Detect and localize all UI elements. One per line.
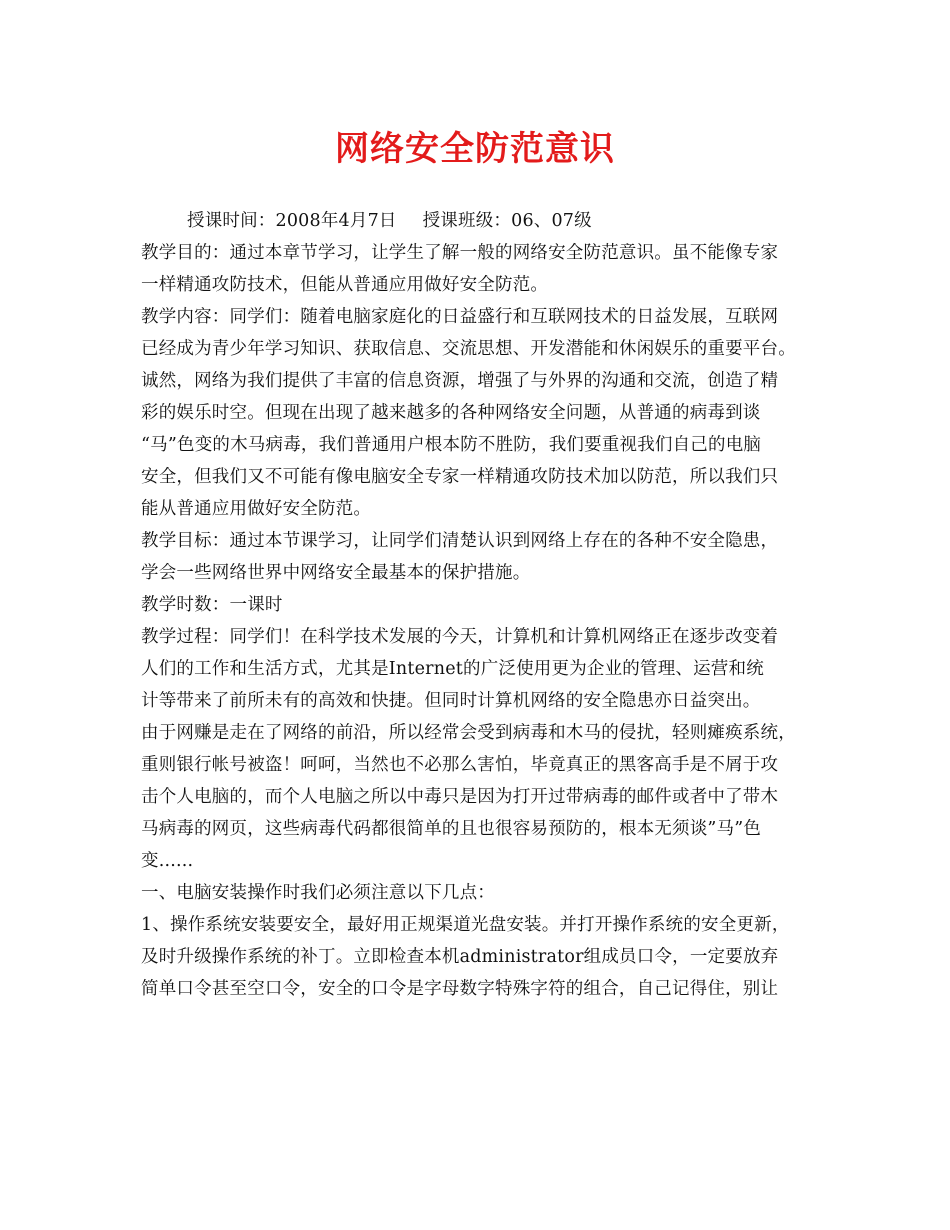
paragraph-line: 计等带来了前所未有的高效和快捷。但同时计算机网络的安全隐患亦日益突出。 bbox=[141, 691, 761, 711]
section-heading: 一、电脑安装操作时我们必须注意以下几点： bbox=[141, 883, 495, 903]
paragraph-line: 教学目标：通过本节课学习，让同学们清楚认识到网络上存在的各种不安全隐患， bbox=[141, 531, 779, 551]
paragraph-line: 简单口令甚至空口令，安全的口令是字母数字特殊字符的组合，自己记得住，别让 bbox=[141, 979, 779, 999]
paragraph-line: 已经成为青少年学习知识、获取信息、交流思想、开发潜能和休闲娱乐的重要平台。 bbox=[141, 339, 796, 359]
document-body bbox=[141, 205, 821, 1005]
paragraph-line: 及时升级操作系统的补丁。立即检查本机administrator组成员口令，一定要放弃 bbox=[141, 947, 779, 967]
paragraph-line: 一样精通攻防技术，但能从普通应用做好安全防范。 bbox=[141, 275, 549, 295]
paragraph-line: 教学目的：通过本章节学习，让学生了解一般的网络安全防范意识。虽不能像专家 bbox=[141, 243, 779, 263]
paragraph-line: 变...... bbox=[141, 851, 194, 871]
paragraph-line: 1、操作系统安装要安全，最好用正规渠道光盘安装。并打开操作系统的安全更新， bbox=[141, 915, 790, 935]
paragraph-line: 重则银行帐号被盗！呵呵，当然也不必那么害怕，毕竟真正的黑客高手是不屑于攻 bbox=[141, 755, 779, 775]
page-title: 网络安全防范意识 bbox=[335, 129, 615, 169]
lesson-time: 授课时间：2008年4月7日 bbox=[187, 211, 397, 231]
paragraph-line: 能从普通应用做好安全防范。 bbox=[141, 499, 372, 519]
paragraph-line: 由于网赚是走在了网络的前沿，所以经常会受到病毒和木马的侵扰，轻则瘫痪系统， bbox=[141, 723, 796, 743]
paragraph-line: 教学过程：同学们！在科学技术发展的今天，计算机和计算机网络正在逐步改变着 bbox=[141, 627, 779, 647]
paragraph-line: 安全，但我们又不可能有像电脑安全专家一样精通攻防技术加以防范，所以我们只 bbox=[141, 467, 779, 487]
lesson-class: 授课班级：06、07级 bbox=[422, 211, 592, 231]
paragraph-line: 学会一些网络世界中网络安全最基本的保护措施。 bbox=[141, 563, 531, 583]
paragraph-line: 诚然，网络为我们提供了丰富的信息资源，增强了与外界的沟通和交流，创造了精 bbox=[141, 371, 779, 391]
paragraph-line: 教学时数：一课时 bbox=[141, 595, 283, 615]
lesson-meta bbox=[141, 205, 821, 237]
paragraph-line: “马”色变的木马病毒，我们普通用户根本防不胜防，我们要重视我们自己的电脑 bbox=[141, 435, 762, 455]
paragraph-line: 人们的工作和生活方式，尤其是Internet的广泛使用更为企业的管理、运营和统 bbox=[141, 659, 764, 679]
paragraph-line: 教学内容：同学们：随着电脑家庭化的日益盛行和互联网技术的日益发展，互联网 bbox=[141, 307, 779, 327]
paragraph-line: 马病毒的网页，这些病毒代码都很简单的且也很容易预防的，根本无须谈”马”色 bbox=[141, 819, 762, 839]
paragraph-line: 击个人电脑的，而个人电脑之所以中毒只是因为打开过带病毒的邮件或者中了带木 bbox=[141, 787, 779, 807]
paragraph-line: 彩的娱乐时空。但现在出现了越来越多的各种网络安全问题，从普通的病毒到谈 bbox=[141, 403, 761, 423]
